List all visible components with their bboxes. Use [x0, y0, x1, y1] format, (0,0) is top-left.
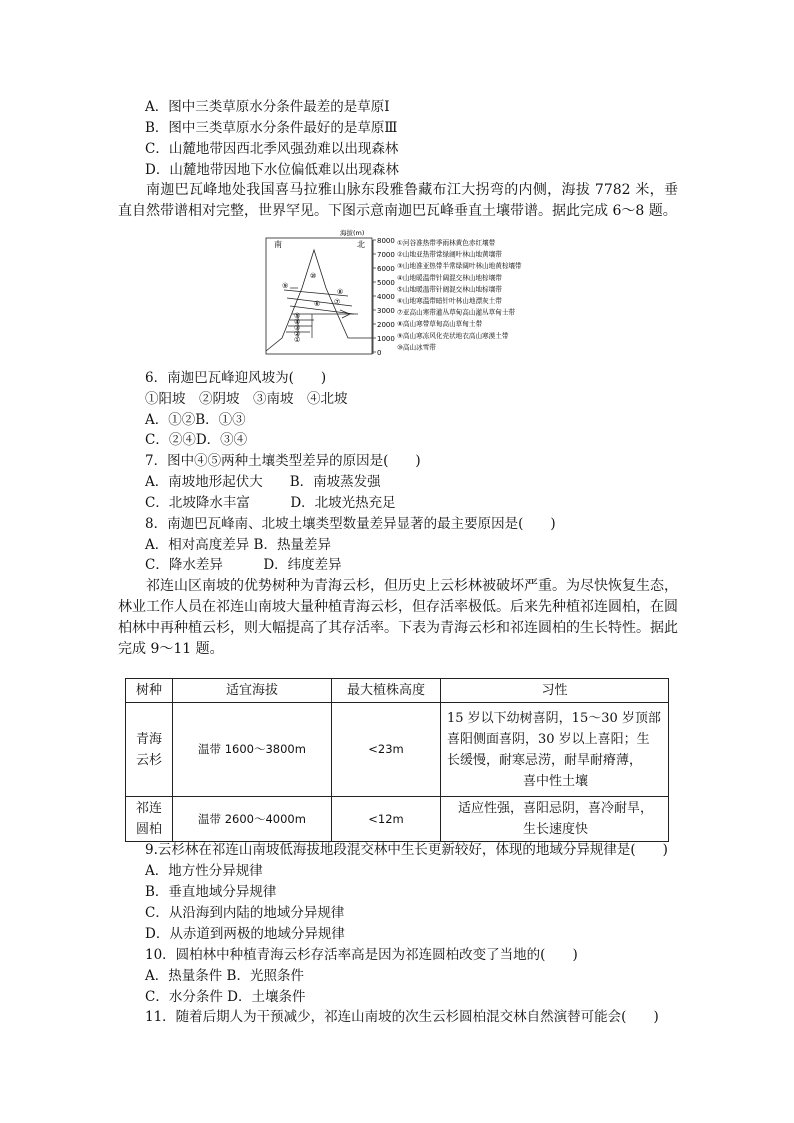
tick-label: 4000: [377, 293, 395, 301]
habit-cell: [441, 797, 669, 842]
q5-option-b: B．图中三类草原水分条件最好的是草原Ⅲ: [145, 120, 398, 136]
zone-label-6: ⑥: [314, 300, 321, 308]
q9-option-b: B．垂直地域分异规律: [145, 884, 277, 900]
habit-line: 长缓慢，耐寒忌涝，耐旱耐瘠薄，: [447, 752, 643, 768]
legend-entry: ②山地亚热带常绿阔叶林山地黄壤带: [397, 250, 502, 259]
tick-label: 5000: [377, 279, 395, 287]
table-header: 适宜海拔: [173, 679, 332, 703]
q10-options-cd: C．水分条件 D．土壤条件: [145, 989, 306, 1005]
legend-entry: ⑤山地暖温带针阔混交林山地棕壤带: [397, 285, 502, 294]
q9-option-d: D．从赤道到两极的地域分异规律: [145, 926, 345, 942]
habit-line: 15 岁以下幼树喜阴，15～30 岁顶部: [447, 710, 661, 726]
tick-label: 3000: [377, 307, 395, 315]
altitude-cell: 温带 2600～4000m: [173, 797, 332, 842]
zone-label-2: ②: [294, 330, 301, 338]
q8-options-cd: C．降水差异 D．纬度差异: [145, 557, 342, 573]
q6-options-ab: A．①②B．①③: [145, 412, 246, 428]
habit-line: 生长速度快: [522, 822, 588, 837]
table-header: 最大植株高度: [332, 679, 441, 703]
zone-label-1: ①: [294, 336, 301, 344]
table-header: 树种: [126, 679, 173, 703]
growth-traits-table: [125, 678, 669, 842]
q8-stem: 8．南迦巴瓦峰南、北坡土壤类型数量差异显著的最主要原因是( ): [145, 516, 556, 532]
legend-entry: ⑥山地寒温带暗针叶林山地漂灰土带: [397, 297, 502, 305]
zone-label-7: ⑦: [334, 298, 341, 306]
legend-entry: ④山地暖温带针阔混交林山地棕壤带: [397, 273, 502, 282]
soil-zone-diagram: [262, 228, 562, 358]
q7-stem: 7．图中④⑤两种土壤类型差异的原因是( ): [145, 453, 421, 469]
height-cell: <12m: [332, 797, 441, 842]
diagram-frame: [266, 238, 372, 354]
legend-entry: ⑧高山寒带草甸高山草甸土带: [397, 320, 483, 329]
zone-label-9: ⑨: [282, 282, 289, 290]
intro-namcha-paragraph: 南迦巴瓦峰地处我国喜马拉雅山脉东段雅鲁藏布江大拐弯的内侧，海拔 7782 米，垂直自然带谱相对完整，世界罕见。下图示意南迦巴瓦峰垂直土壤带谱。据此完成 6～8 题。: [118, 182, 678, 219]
tick-label: 0: [377, 349, 382, 357]
zone-label-3: ③: [294, 324, 301, 332]
altitude-cell: 温带 1600～3800m: [173, 703, 332, 797]
label-south: 南: [274, 240, 282, 249]
q6-options-cd: C．②④D．③④: [145, 432, 248, 448]
legend-entry: ③山地准亚热带半常绿阔叶林山地黄棕壤带: [397, 262, 522, 271]
tick-label: 1000: [377, 335, 395, 343]
height-cell: <23m: [332, 703, 441, 797]
zone-label-5: ⑤: [294, 312, 301, 320]
intro-qilian-paragraph: 祁连山区南坡的优势树种为青海云杉，但历史上云杉林被破坏严重。为尽快恢复生态，林业工作人员在祁连山南坡大量种植青海云杉，但存活率极低。后来先种植祁连圆柏，在圆柏林中再种植云杉，则大幅提高了其存活率。下表为青海云杉和祁连圆柏的生长特性。据此完成 9～11 题。: [118, 578, 678, 657]
species-cell: 青海云杉: [126, 703, 173, 797]
q9-option-c: C．从沿海到内陆的地域分异规律: [145, 905, 345, 921]
habit-line: 喜中性土壤: [522, 773, 588, 789]
q6-stem: 6．南迦巴瓦峰迎风坡为( ): [145, 370, 327, 386]
habit-line: 喜阳侧面喜阴，30 岁以上喜阳；生: [447, 731, 650, 747]
legend-entry: ⑩高山冰雪带: [397, 343, 436, 352]
q7-options-ab: A．南坡地形起伏大 B．南坡蒸发强: [145, 474, 381, 490]
axis-title: 海拔(m): [340, 229, 365, 237]
zone-label-10: ⑩: [310, 272, 317, 280]
tick-label: 8000: [377, 237, 395, 245]
table-row: [126, 703, 669, 797]
q5-option-d: D．山麓地带因地下水位偏低难以出现森林: [145, 162, 399, 178]
legend-entry: ⑨高山寒冻风化壳状地衣高山寒漠土带: [397, 331, 509, 340]
tick-label: 6000: [377, 265, 395, 273]
diagram-legend: [397, 238, 522, 351]
label-north: 北: [357, 240, 365, 249]
table-header-row: [126, 679, 669, 703]
legend-entry: ⑦亚高山寒带灌丛草甸高山灌丛草甸土带: [397, 308, 516, 317]
q8-options-ab: A．相对高度差异 B．热量差异: [145, 537, 331, 553]
tick-label: 2000: [377, 321, 395, 329]
q5-option-c: C．山麓地带因西北季风强劲难以出现森林: [145, 141, 399, 157]
table-header: 习性: [441, 679, 669, 703]
habit-line: 适应性强，喜阳忌阴，喜冷耐旱，: [457, 801, 653, 816]
tick-label: 7000: [377, 251, 395, 259]
zone-label-8: ⑧: [337, 288, 344, 296]
q10-options-ab: A．热量条件 B．光照条件: [145, 968, 304, 984]
species-cell: 祁连圆柏: [126, 797, 173, 842]
legend-entry: ①河谷准热带季雨林黄色赤红壤带: [397, 239, 496, 247]
q10-stem: 10．圆柏林中种植青海云杉存活率高是因为祁连圆柏改变了当地的( ): [145, 947, 578, 963]
altitude-ticks: [373, 237, 395, 357]
table-row: [126, 797, 669, 842]
zone-label-4: ④: [294, 318, 301, 326]
q11-stem: 11．随着后期人为干预减少，祁连山南坡的次生云杉圆柏混交林自然演替可能会( ): [145, 1009, 659, 1025]
q5-option-a: A．图中三类草原水分条件最差的是草原Ⅰ: [145, 99, 390, 115]
q9-stem: 9.云杉林在祁连山南坡低海拔地段混交林中生长更新较好，体现的地域分异规律是( ): [145, 842, 668, 858]
q7-options-cd: C．北坡降水丰富 D．北坡光热充足: [145, 495, 396, 511]
habit-cell: [441, 703, 669, 797]
q9-option-a: A．地方性分异规律: [145, 863, 263, 879]
q6-choices: ①阳坡 ②阴坡 ③南坡 ④北坡: [145, 391, 348, 407]
